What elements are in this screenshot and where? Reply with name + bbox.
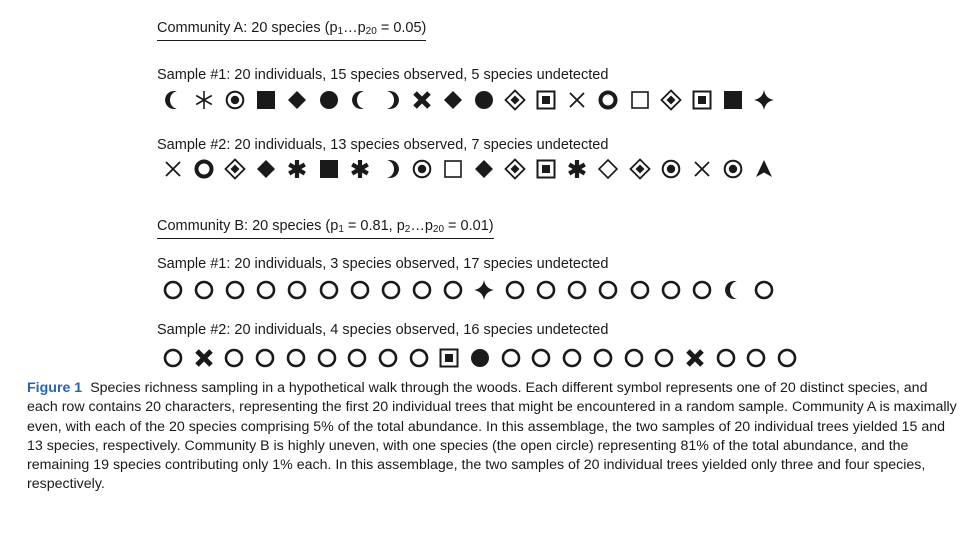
diamond-in-diamond-icon <box>629 158 651 180</box>
heading-text: …p <box>343 20 366 36</box>
heading-subscript: 20 <box>365 26 377 37</box>
open-circle-icon <box>500 347 522 369</box>
heading-text: Community B: 20 species (p <box>157 218 339 234</box>
figure-caption <box>27 379 957 495</box>
filled-square-icon <box>318 158 340 180</box>
filled-asterisk-icon <box>566 158 588 180</box>
open-circle-icon <box>223 347 245 369</box>
community-a-sample-1-label: Sample #1: 20 individuals, 15 species observed, 5 species undetected <box>157 67 609 83</box>
square-in-square-icon <box>691 89 713 111</box>
asterisk-thin-icon <box>193 89 215 111</box>
open-square-icon <box>629 89 651 111</box>
community-b-sample-1-label: Sample #1: 20 individuals, 3 species observed, 17 species undetected <box>157 256 609 272</box>
open-circle-icon <box>597 279 619 301</box>
open-circle-icon <box>629 279 651 301</box>
open-circle-icon <box>408 347 430 369</box>
caption-text: Species richness sampling in a hypothetical walk through the woods. Each different symbol represents one of 20 distinct species, and each row contains 20 characters, representing the first 20 individual trees that might be encountered in a random sample. Community A is maximally even, with each of the 20 species comprising 5% of the total abundance. In this assemblage, the two samples of 20 individual trees yielded 15 and 13 species, respectively. Community B is highly uneven, with one species (the open circle) representing 81% of the total abundance, and the remaining 19 species contributing only 1% each. In this assemblage, the two samples of 20 individual trees yielded only three and four species, respectively. <box>27 380 957 493</box>
open-diamond-icon <box>597 158 619 180</box>
open-circle-icon <box>623 347 645 369</box>
open-circle-icon <box>745 347 767 369</box>
open-circle-icon <box>411 279 433 301</box>
filled-circle-icon <box>469 347 491 369</box>
open-circle-icon <box>561 347 583 369</box>
four-point-star-icon <box>753 89 775 111</box>
filled-x-icon <box>684 347 706 369</box>
crescent-right-icon <box>380 158 402 180</box>
filled-square-icon <box>722 89 744 111</box>
heading-text: = 0.01) <box>444 218 494 234</box>
heading-subscript: 2 <box>404 224 411 235</box>
heading-subscript: 20 <box>432 224 445 235</box>
open-circle-icon <box>660 279 682 301</box>
filled-x-icon <box>411 89 433 111</box>
thick-ring-icon <box>193 158 215 180</box>
filled-diamond-icon <box>255 158 277 180</box>
community-a-sample-2-label: Sample #2: 20 individuals, 13 species observed, 7 species undetected <box>157 137 609 153</box>
open-circle-icon <box>380 279 402 301</box>
open-circle-icon <box>715 347 737 369</box>
open-circle-icon <box>162 347 184 369</box>
open-circle-icon <box>255 279 277 301</box>
open-circle-icon <box>286 279 308 301</box>
open-circle-icon <box>653 347 675 369</box>
community-b-sample-2-label: Sample #2: 20 individuals, 4 species observed, 16 species undetected <box>157 322 609 338</box>
filled-diamond-icon <box>442 89 464 111</box>
figure-label: Figure 1 <box>27 380 83 396</box>
diamond-in-diamond-icon <box>504 158 526 180</box>
thin-x-icon <box>162 158 184 180</box>
open-circle-icon <box>691 279 713 301</box>
open-circle-icon <box>776 347 798 369</box>
open-circle-icon <box>285 347 307 369</box>
diamond-in-diamond-icon <box>224 158 246 180</box>
crescent-left-icon <box>722 279 744 301</box>
heading-text: …p <box>410 218 433 234</box>
heading-subscript: 1 <box>338 224 344 235</box>
open-circle-icon <box>193 279 215 301</box>
bullseye-circle-icon <box>722 158 744 180</box>
open-circle-icon <box>224 279 246 301</box>
diamond-in-diamond-icon <box>660 89 682 111</box>
square-in-square-icon <box>535 89 557 111</box>
filled-diamond-icon <box>286 89 308 111</box>
diamond-in-diamond-icon <box>504 89 526 111</box>
crescent-right-icon <box>380 89 402 111</box>
thin-x-icon <box>691 158 713 180</box>
open-circle-icon <box>162 279 184 301</box>
community-a-heading <box>157 20 426 41</box>
community-b-heading <box>157 218 494 239</box>
open-circle-icon <box>530 347 552 369</box>
bullseye-circle-icon <box>224 89 246 111</box>
open-circle-icon <box>504 279 526 301</box>
heading-text: Community A: 20 species (p <box>157 20 338 36</box>
filled-circle-icon <box>318 89 340 111</box>
open-circle-icon <box>377 347 399 369</box>
thin-x-icon <box>566 89 588 111</box>
open-circle-icon <box>592 347 614 369</box>
filled-square-icon <box>255 89 277 111</box>
open-circle-icon <box>346 347 368 369</box>
open-circle-icon <box>349 279 371 301</box>
heading-subscript: 1 <box>337 26 344 37</box>
open-circle-icon <box>254 347 276 369</box>
filled-x-icon <box>193 347 215 369</box>
open-circle-icon <box>316 347 338 369</box>
open-circle-icon <box>442 279 464 301</box>
thick-ring-icon <box>597 89 619 111</box>
filled-diamond-icon <box>473 158 495 180</box>
filled-asterisk-icon <box>349 158 371 180</box>
filled-asterisk-icon <box>286 158 308 180</box>
arrowhead-icon <box>753 158 775 180</box>
heading-text: = 0.81, p <box>343 218 405 234</box>
open-square-icon <box>442 158 464 180</box>
open-circle-icon <box>566 279 588 301</box>
open-circle-icon <box>753 279 775 301</box>
bullseye-circle-icon <box>660 158 682 180</box>
crescent-left-icon <box>349 89 371 111</box>
square-in-square-icon <box>438 347 460 369</box>
bullseye-circle-icon <box>411 158 433 180</box>
crescent-left-icon <box>162 89 184 111</box>
four-point-star-icon <box>473 279 495 301</box>
open-circle-icon <box>318 279 340 301</box>
open-circle-icon <box>535 279 557 301</box>
square-in-square-icon <box>535 158 557 180</box>
filled-circle-icon <box>473 89 495 111</box>
heading-text: = 0.05) <box>376 20 427 36</box>
